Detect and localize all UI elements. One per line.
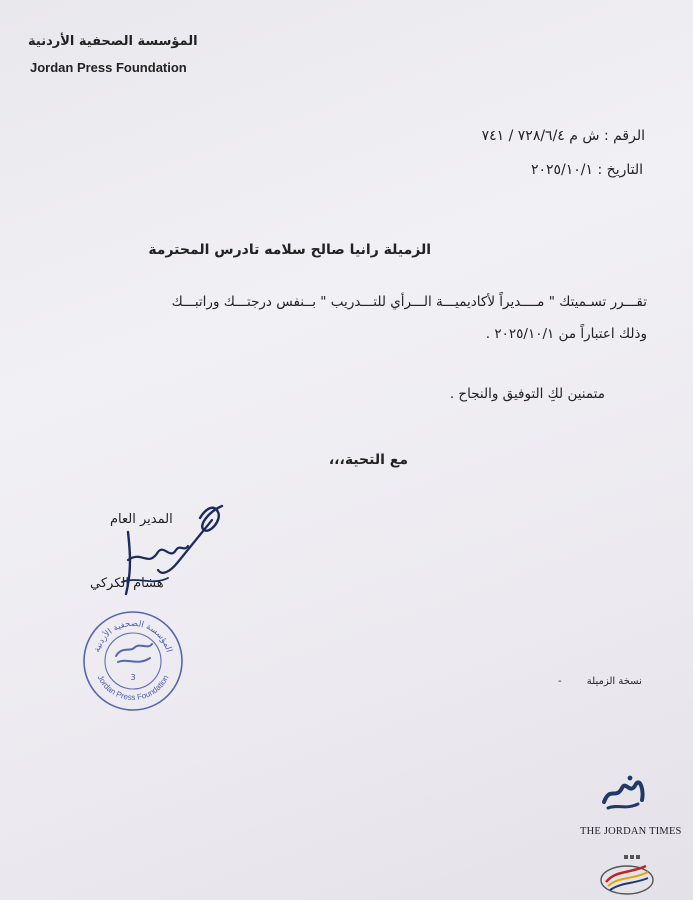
copy-note-dash: - xyxy=(558,676,562,687)
stamp-number: 3 xyxy=(130,673,136,682)
reference-label: الرقم : xyxy=(603,128,645,144)
signatory-title: المدير العام xyxy=(110,512,173,527)
jordan-times-caption: THE JORDAN TIMES xyxy=(580,826,682,837)
letterhead-english-name: Jordan Press Foundation xyxy=(30,60,187,75)
reference-line xyxy=(482,128,645,144)
official-stamp xyxy=(82,610,184,712)
body-line-2: وذلك اعتباراً من ٢٠٢٥/١٠/١ . xyxy=(485,326,647,342)
recipient-line: الزميلة رانيا صالح سلامه تادرس المحترمة xyxy=(148,242,431,258)
stamp-arabic-text: المؤسسة الصحفية الأردنية xyxy=(92,618,174,654)
handwritten-signature xyxy=(118,490,233,605)
signatory-name: هشام الكركي xyxy=(90,576,164,591)
corner-logo xyxy=(598,852,656,896)
date-line xyxy=(531,162,643,178)
stamp-english-text: Jordan Press Foundation xyxy=(95,673,171,703)
jordan-times-logo xyxy=(600,770,646,816)
closing-wish: متمنين لكِ التوفيق والنجاح . xyxy=(449,386,605,402)
reference-value: ش م ٧٢٨/٦/٤ / ٧٤١ xyxy=(481,128,600,144)
copy-note xyxy=(558,676,642,687)
letterhead-arabic-name: المؤسسة الصحفية الأردنية xyxy=(28,34,198,49)
stamp-emblem xyxy=(116,644,152,662)
date-value: ٢٠٢٥/١٠/١ xyxy=(530,162,594,178)
date-label: التاريخ : xyxy=(597,162,643,178)
closing-greeting: مع التحية،،، xyxy=(328,452,408,468)
copy-note-text: نسخة الزميلة xyxy=(586,676,642,687)
body-line-1: تقـــرر تسـميتك " مــــديراً لأكاديميـــة الـــرأي للتـــدريب " بــنفس درجتـــك وراتبـــك xyxy=(171,294,647,310)
